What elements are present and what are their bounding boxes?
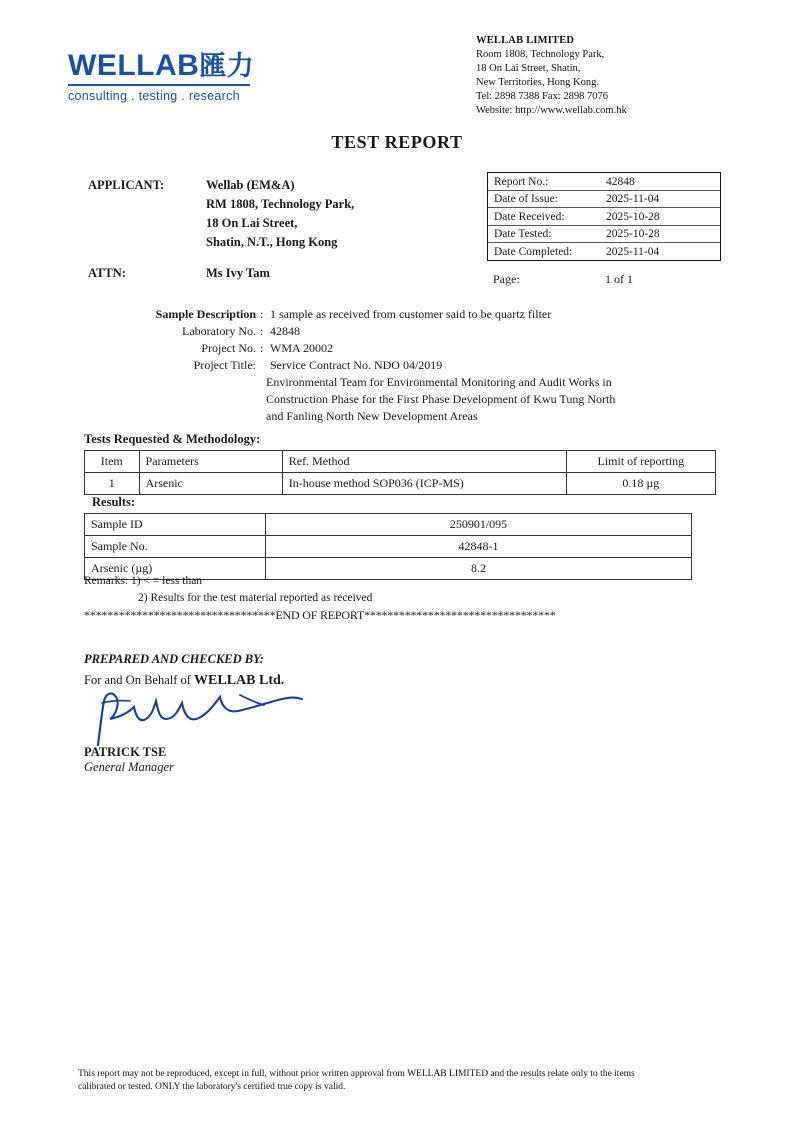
project-title-label: Project Title:	[193, 358, 256, 373]
cell-sample-no-label: Sample No.	[85, 536, 266, 558]
project-title-row	[108, 357, 728, 374]
logo-divider	[68, 84, 250, 86]
table-row	[85, 473, 716, 495]
applicant-address-line-3: Shatin, N.T., Hong Kong	[206, 235, 338, 249]
col-limit-of-reporting: Limit of reporting	[566, 451, 715, 473]
laboratory-no-label: Laboratory No.	[182, 324, 256, 339]
report-info-row	[488, 243, 720, 260]
on-behalf-line	[84, 673, 504, 689]
date-completed-value: 2025-11-04	[606, 245, 660, 258]
col-parameters: Parameters	[139, 451, 282, 473]
date-of-issue-label: Date of Issue:	[494, 193, 558, 205]
cell-method: In-house method SOP036 (ICP-MS)	[282, 473, 566, 495]
sample-description-row	[108, 306, 728, 323]
table-row	[85, 536, 692, 558]
company-website: Website: http://www.wellab.com.hk	[476, 105, 627, 117]
end-of-report-line: *********************************END OF REPORT*********************************	[84, 608, 556, 622]
results-table	[84, 513, 692, 580]
date-of-issue-value: 2025-11-04	[606, 193, 660, 205]
sample-description-value: 1 sample as received from customer said to be quartz filter	[270, 307, 552, 321]
project-no-value: WMA 20002	[270, 341, 333, 356]
remarks-block	[84, 573, 724, 606]
table-row	[85, 514, 692, 536]
cell-limit: 0.18 µg	[566, 473, 715, 495]
project-title-line-4: and Fanling North New Development Areas	[266, 409, 478, 424]
on-behalf-prefix: For and On Behalf of	[84, 673, 195, 687]
cell-sample-id-value: 250901/095	[266, 514, 692, 536]
cell-item: 1	[85, 473, 140, 495]
company-address-line-1: Room 1808, Technology Park,	[476, 49, 605, 61]
logo-tagline: consulting . testing . research	[68, 88, 240, 103]
page-label: Page:	[493, 272, 520, 286]
page-number-row	[487, 272, 719, 287]
colon: :	[260, 307, 264, 321]
prepared-checked-by-label: PREPARED AND CHECKED BY:	[84, 652, 264, 666]
laboratory-no-value: 42848	[270, 324, 300, 339]
cell-sample-id-label: Sample ID	[85, 514, 266, 536]
project-title-line-3: Construction Phase for the First Phase Development of Kwu Tung North	[266, 392, 616, 407]
table-header-row	[85, 451, 716, 473]
project-title-line-2: Environmental Team for Environmental Monitoring and Audit Works in	[266, 375, 612, 390]
cell-arsenic-label: Arsenic (µg)	[85, 558, 266, 580]
sample-description-label: Sample Description	[155, 307, 256, 321]
project-title-value: Service Contract No. NDO 04/2019	[270, 358, 443, 373]
remark-line-1: Remarks: 1) < = less than	[84, 575, 203, 587]
applicant-block	[88, 178, 468, 281]
date-tested-label: Date Tested:	[494, 228, 552, 240]
page-title: TEST REPORT	[331, 132, 463, 152]
date-received-value: 2025-10-28	[606, 210, 660, 223]
signature-block	[84, 652, 504, 775]
company-address	[476, 34, 746, 118]
report-header	[68, 34, 746, 124]
attn-value: Ms Ivy Tam	[206, 266, 270, 280]
date-tested-value: 2025-10-28	[606, 228, 660, 240]
company-address-line-2: 18 On Lai Street, Shatin,	[476, 63, 581, 75]
attn-label: ATTN:	[88, 266, 126, 280]
wellab-logo	[68, 50, 368, 103]
report-info-box	[487, 172, 721, 261]
signatory-name: PATRICK TSE	[84, 745, 167, 759]
report-info-row	[488, 208, 720, 226]
applicant-name: Wellab (EM&A)	[206, 178, 295, 192]
company-name: WELLAB LIMITED	[476, 35, 575, 46]
company-phone-fax: Tel: 2898 7388 Fax: 2898 7076	[476, 91, 608, 103]
applicant-address-line-2: 18 On Lai Street,	[206, 216, 298, 230]
signature-image	[84, 693, 504, 745]
project-no-row	[108, 340, 728, 357]
cell-sample-no-value: 42848-1	[266, 536, 692, 558]
project-no-label: Project No.	[201, 341, 256, 356]
date-completed-label: Date Completed:	[494, 245, 573, 258]
tests-methodology-table	[84, 450, 716, 495]
cell-arsenic-value: 8.2	[266, 558, 692, 580]
applicant-label: APPLICANT:	[88, 178, 165, 192]
footer-disclaimer	[78, 1068, 726, 1095]
results-section-title: Results:	[92, 495, 136, 509]
page-value: 1 of 1	[605, 272, 633, 286]
col-ref-method: Ref. Method	[282, 451, 566, 473]
report-no-value: 42848	[606, 175, 635, 188]
date-received-label: Date Received:	[494, 210, 565, 223]
logo-main-text: WELLAB	[68, 49, 200, 82]
logo-chinese-text: 匯力	[199, 51, 255, 82]
report-info-row	[488, 191, 720, 209]
logo-wordmark	[68, 50, 368, 82]
report-no-label: Report No.:	[494, 175, 549, 188]
tests-section-title: Tests Requested & Methodology:	[84, 432, 261, 446]
colon: :	[260, 341, 264, 356]
laboratory-no-row	[108, 323, 728, 340]
sample-description-block	[108, 306, 728, 425]
company-address-line-3: New Territories, Hong Kong.	[476, 77, 600, 89]
colon: :	[260, 324, 264, 339]
report-info-row	[488, 173, 720, 191]
report-info-row	[488, 226, 720, 244]
cell-parameter: Arsenic	[139, 473, 282, 495]
footer-line-1: This report may not be reproduced, except in full, without prior written approval from WELLAB LIMITED and the results relate only to the items	[78, 1069, 635, 1079]
spacer	[260, 357, 270, 374]
col-item: Item	[85, 451, 140, 473]
signatory-role: General Manager	[84, 760, 174, 774]
on-behalf-company: WELLAB Ltd.	[194, 673, 285, 688]
remark-line-2: 2) Results for the test material reported as received	[138, 591, 373, 604]
footer-line-2: calibrated or tested. ONLY the laboratory's certified true copy is valid.	[78, 1082, 346, 1093]
applicant-address-line-1: RM 1808, Technology Park,	[206, 197, 355, 211]
